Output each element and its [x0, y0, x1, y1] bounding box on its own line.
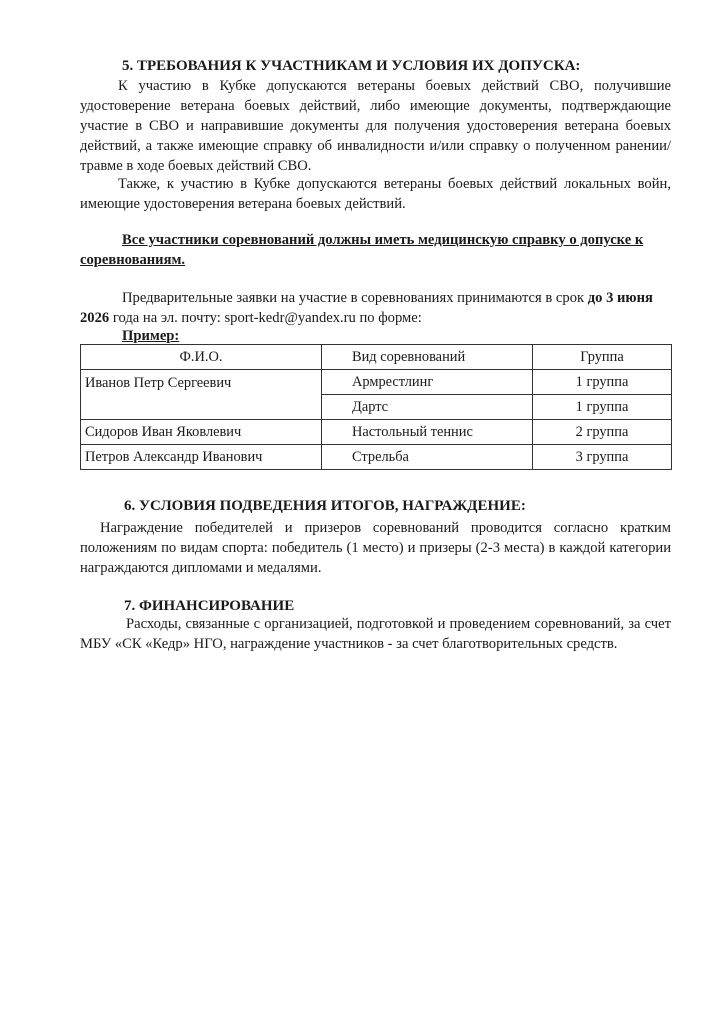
- row-4-sport: Стрельба: [322, 445, 533, 470]
- section-7-paragraph: Расходы, связанные с организацией, подготовкой и проведением соревнований, за счет МБУ «СК «Кедр» НГО, награждение участников - за счет благотворительных средств.: [80, 616, 671, 652]
- row-1-group: 1 группа: [533, 370, 672, 395]
- row-2-sport: Дартс: [322, 395, 533, 420]
- section-6-paragraph: Награждение победителей и призеров соревнований проводится согласно кратким положениям по видам спорта: победитель (1 место) и призеры (2-3 места) в каждой категории награждаются дипломами и медалями.: [80, 520, 671, 576]
- row-1-name: Иванов Петр Сергеевич: [81, 370, 322, 420]
- table-row: [81, 370, 672, 395]
- applications-line-1: [122, 290, 653, 307]
- section-5-paragraph-1: К участию в Кубке допускаются ветераны боевых действий СВО, получившие удостоверение ветерана боевых действий, либо имеющие документы, подтверждающие участие в СВО и направившие документы для получения удостоверения ветерана боевых действий, а также имеющие справку об инвалидности и/или справку о полученном ранении/травме в ходе боевых действий СВО.: [80, 78, 671, 174]
- row-1-sport: Армрестлинг: [322, 370, 533, 395]
- applications-email-text: года на эл. почту: sport-kedr@yandex.ru по форме:: [109, 310, 422, 326]
- header-group: Группа: [533, 345, 672, 370]
- row-2-group: 1 группа: [533, 395, 672, 420]
- applications-text: Предварительные заявки на участие в соревнованиях принимаются в срок: [122, 290, 588, 306]
- applications-year: 2026: [80, 310, 110, 326]
- row-3-name: Сидоров Иван Яковлевич: [81, 420, 322, 445]
- example-table: [80, 344, 672, 470]
- table-row: [81, 420, 672, 445]
- applications-line-2: [80, 310, 422, 327]
- section-6-heading: 6. УСЛОВИЯ ПОДВЕДЕНИЯ ИТОГОВ, НАГРАЖДЕНИЕ:: [124, 498, 526, 514]
- section-7-heading: 7. ФИНАНСИРОВАНИЕ: [124, 598, 295, 614]
- section-5-paragraph-2: Также, к участию в Кубке допускаются ветераны боевых действий локальных войн, имеющие удостоверения ветерана боевых действий.: [80, 176, 671, 212]
- row-3-group: 2 группа: [533, 420, 672, 445]
- section-5-heading: 5. ТРЕБОВАНИЯ К УЧАСТНИКАМ И УСЛОВИЯ ИХ ДОПУСКА:: [122, 58, 581, 74]
- medical-note-line-1: Все участники соревнований должны иметь медицинскую справку о допуске к: [122, 232, 644, 248]
- header-sport: Вид соревнований: [322, 345, 533, 370]
- example-label: Пример:: [122, 328, 180, 344]
- row-4-group: 3 группа: [533, 445, 672, 470]
- table-header-row: [81, 345, 672, 370]
- applications-deadline: до 3 июня: [587, 290, 653, 306]
- medical-note-line-2: соревнованиям.: [80, 252, 186, 268]
- header-name: Ф.И.О.: [81, 345, 322, 370]
- table-row: [81, 445, 672, 470]
- row-4-name: Петров Александр Иванович: [81, 445, 322, 470]
- row-3-sport: Настольный теннис: [322, 420, 533, 445]
